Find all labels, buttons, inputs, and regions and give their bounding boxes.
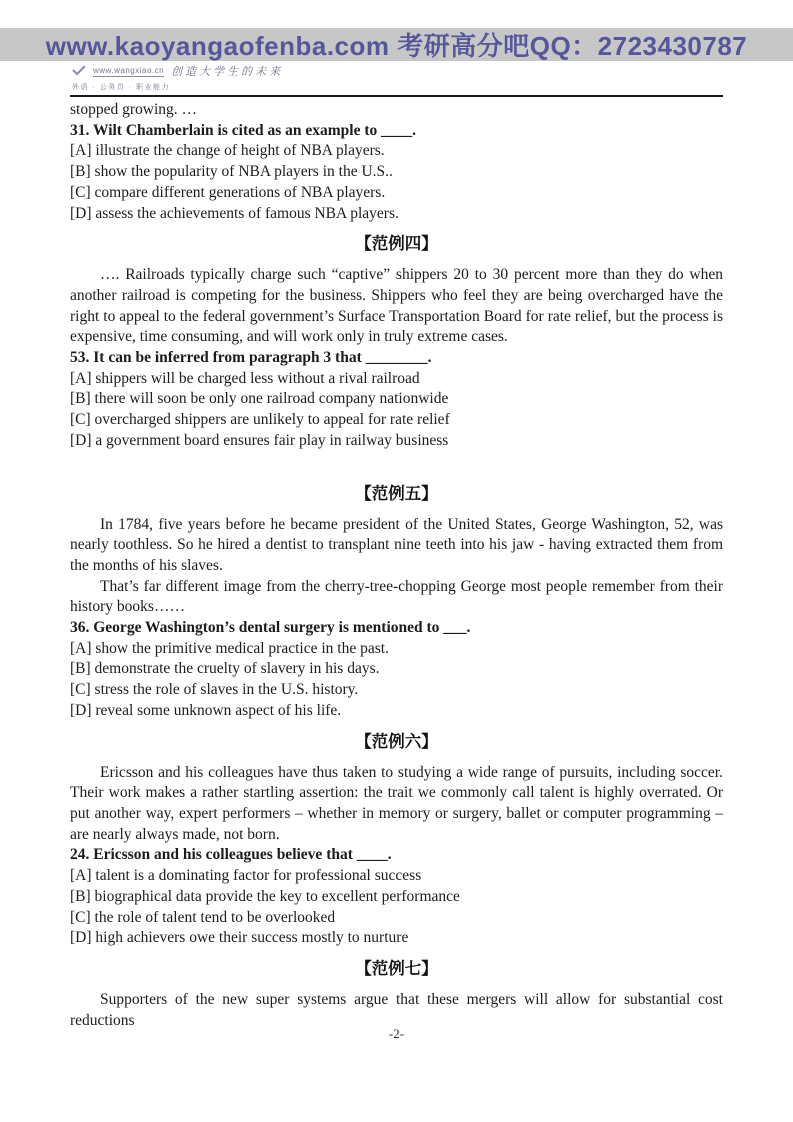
answer-option: [D] high achievers owe their success mostly to nurture — [70, 929, 409, 947]
answer-option: [B] there will soon be only one railroad company nationwide — [70, 390, 449, 408]
answer-option: [A] show the primitive medical practice in the past. — [70, 639, 389, 657]
question-stem: 24. Ericsson and his colleagues believe that ____. — [70, 846, 392, 864]
page-number: -2- — [388, 1026, 405, 1041]
header-rule — [70, 95, 723, 97]
answer-option: [D] a government board ensures fair play in railway business — [70, 431, 449, 449]
question-stem: 53. It can be inferred from paragraph 3 that ________. — [70, 349, 432, 367]
answer-option: [B] biographical data provide the key to excellent performance — [70, 887, 460, 905]
section-heading: 【范例五】 — [355, 484, 438, 503]
passage-paragraph: Supporters of the new super systems argue that these mergers will allow for substantial cost reductions — [70, 990, 723, 1029]
section-heading: 【范例七】 — [355, 959, 438, 978]
answer-option: [D] assess the achievements of famous NBA players. — [70, 204, 399, 222]
logo-swoosh-icon — [72, 66, 86, 76]
passage-paragraph: In 1784, five years before he became president of the United States, George Washington, 52, was nearly toothless. So he hired a dentist to transplant nine teeth into his jaw - having extracted them from the months of his slaves. — [70, 515, 723, 574]
passage-paragraph: Ericsson and his colleagues have thus taken to studying a wide range of pursuits, including soccer. Their work makes a rather startling assertion: the trait we commonly call talent is highly overrated. Or put another way, expert performers – whether in memory or surgery, ballet or computer programming – are nearly always made, not born. — [70, 763, 723, 843]
answer-option: [B] show the popularity of NBA players in the U.S.. — [70, 163, 393, 181]
watermark-banner — [0, 28, 793, 61]
answer-option: [A] illustrate the change of height of NBA players. — [70, 142, 385, 160]
section-heading: 【范例六】 — [355, 732, 438, 751]
document-content — [70, 100, 723, 1031]
answer-option: [C] overcharged shippers are unlikely to appeal for rate relief — [70, 411, 450, 429]
answer-option: [A] shippers will be charged less without a rival railroad — [70, 369, 420, 387]
passage-paragraph: That’s far different image from the cherry-tree-chopping George most people remember from their history books…… — [70, 577, 723, 616]
banner-text: www.kaoyangaofenba.com 考研高分吧QQ：2723430787 — [45, 31, 748, 61]
passage-paragraph: …. Railroads typically charge such “captive” shippers 20 to 30 percent more than they do when another railroad is competing for the business. Shippers who feel they are being overcharged have the right to appeal to the federal government’s Surface Transportation Board for rate relief, but the process is expensive, time consuming, and will work only in truly extreme cases. — [70, 266, 723, 346]
section-heading: 【范例四】 — [355, 235, 438, 254]
answer-option: [C] stress the role of slaves in the U.S. history. — [70, 681, 359, 699]
answer-option: [C] the role of talent tend to be overlooked — [70, 908, 336, 926]
answer-option: [D] reveal some unknown aspect of his life. — [70, 701, 342, 719]
question-stem: 31. Wilt Chamberlain is cited as an example to ____. — [70, 121, 417, 139]
text-line: stopped growing. … — [70, 101, 198, 118]
logo-url-text: www.wangxiao.cn — [93, 65, 165, 75]
answer-option: [A] talent is a dominating factor for professional success — [70, 867, 422, 885]
logo-tagline: 创造大学生的未来 — [171, 65, 284, 78]
logo-subtext: 外语 · 公务员 · 职业能力 — [72, 84, 170, 91]
question-stem: 36. George Washington’s dental surgery is mentioned to ___. — [70, 619, 471, 637]
answer-option: [C] compare different generations of NBA players. — [70, 183, 386, 201]
answer-option: [B] demonstrate the cruelty of slavery in his days. — [70, 660, 380, 678]
site-logo — [72, 63, 283, 92]
